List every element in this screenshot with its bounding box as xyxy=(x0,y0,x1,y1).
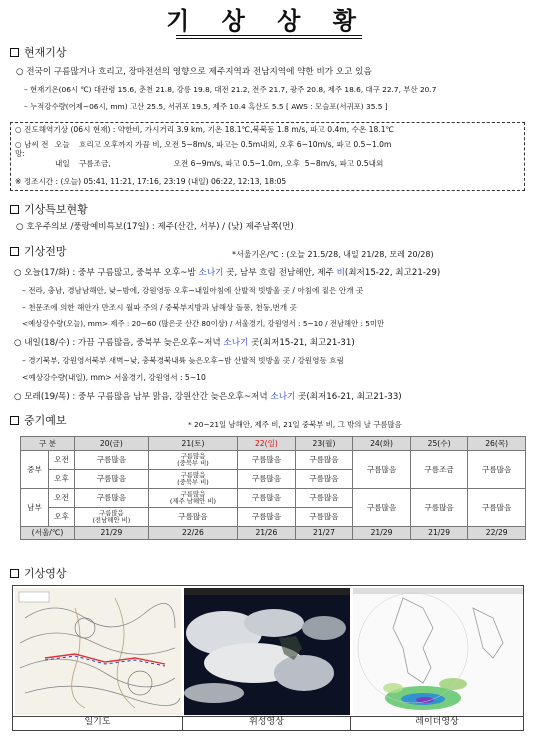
day-header: 20(금) xyxy=(75,437,149,451)
day-header: 22(일) xyxy=(238,437,296,451)
pm-label: 오후 xyxy=(49,470,75,489)
table-cell: 구름많음 (전남해안 비) xyxy=(75,508,149,527)
day-header: 25(수) xyxy=(410,437,468,451)
current-summary: ○ 전국이 구름많거나 흐리고, 장마전선의 영향으로 제주지역과 전남지역에 약한 비가 오고 있음 xyxy=(16,67,372,77)
table-cell: 구름많음 xyxy=(468,451,526,489)
temp-cell: 22/29 xyxy=(468,527,526,540)
table-cell: 구름많음 xyxy=(148,508,237,527)
pm-label: 오후 xyxy=(49,508,75,527)
section-midterm xyxy=(10,414,67,428)
table-cell: 구름많음 xyxy=(353,451,411,489)
sea-today-text: 흐리고 오후까지 가끔 비, 오전 5~8m/s, 파고는 0.5m내외, 오후 6~10m/s, 파고 0.5~1.0m xyxy=(79,140,392,149)
checkbox-icon xyxy=(10,569,19,578)
day-header: 24(화) xyxy=(353,437,411,451)
region-label: 남부 xyxy=(21,489,49,527)
section-heading: 현재기상 xyxy=(24,46,67,59)
page-title: 기 상 상 황 xyxy=(166,7,368,35)
image-caption: 레이더영상 xyxy=(351,716,523,730)
sea-current: ○ 진도해역기상 (06시 현재) : 약한비, 가시거리 3.9 km, 기온 18.1℃,북북동 1.8 m/s, 파고 0.4m, 수온 18.1℃ xyxy=(15,125,395,134)
forecast-today xyxy=(14,268,440,279)
forecast-day3-text: ○ 모레(19/목) : 중부 구름많음 남부 맑음, 강원산간 늦은오후~저녁 xyxy=(14,392,271,402)
day-header: 21(토) xyxy=(148,437,237,451)
forecast-today-text: ○ 오늘(17/화) : 중부 구름많고, 중북부 오후~밤 xyxy=(14,268,199,278)
table-cell: 구름많음 xyxy=(75,451,149,470)
shower-word: 소나기 xyxy=(270,392,296,402)
am-label: 오전 xyxy=(49,489,75,508)
table-cell: 구름많음 xyxy=(238,451,296,470)
rain-word: 비 xyxy=(336,268,345,278)
sea-forecast-label: ○ 남씨 전망: xyxy=(15,140,49,159)
temp-cell: 21/29 xyxy=(353,527,411,540)
forecast-tomorrow-text: ○ 내일(18/수) : 가끔 구름많음, 중북부 늦은오후~저녁 xyxy=(14,338,224,348)
forecast-tomorrow xyxy=(14,338,355,349)
region-label: 중부 xyxy=(21,451,49,489)
day-header: 23(월) xyxy=(295,437,353,451)
table-cell: 구름많음 xyxy=(75,470,149,489)
forecast-day3 xyxy=(14,392,402,403)
checkbox-icon xyxy=(10,247,19,256)
table-cell: 구름많음 xyxy=(353,489,411,527)
shower-word: 소나기 xyxy=(223,338,249,348)
temp-cell: 21/27 xyxy=(295,527,353,540)
forecast-today-text-2: 곳, 남부 흐림 전남해안, 제주 xyxy=(223,268,337,278)
sea-info-box xyxy=(10,122,525,191)
forecast-today-detail-1: – 전라, 충남, 경남남해안, 낮~밤에, 강원영동 오후~내일아침에 산발적 빗방울 곳 / 아침에 짙은 안개 곳 xyxy=(22,286,364,295)
table-cell: 구름많음 xyxy=(410,489,468,527)
radar-image xyxy=(353,588,523,715)
title-underline-2 xyxy=(176,38,362,39)
table-cell: 구름많음 xyxy=(468,489,526,527)
midterm-table xyxy=(20,436,526,540)
temp-cell: 21/29 xyxy=(410,527,468,540)
table-cell: 구름많음 (중북부 비) xyxy=(148,451,237,470)
table-cell: 구름많음 xyxy=(75,489,149,508)
forecast-today-temps: (최저15-22, 최고21-29) xyxy=(344,268,441,278)
checkbox-icon xyxy=(10,205,19,214)
section-imagery xyxy=(10,567,67,581)
image-caption: 일기도 xyxy=(13,716,183,730)
section-current xyxy=(10,46,67,60)
table-cell: 구름많음 xyxy=(238,470,296,489)
midterm-note: * 20~21일 남해안, 제주 비, 21일 중북부 비, 그 밖의 날 구름많음 xyxy=(188,420,402,429)
section-forecast xyxy=(10,245,67,259)
forecast-tomorrow-detail: – 경기북부, 강원영서북부 새벽~낮, 충북경북내륙 늦은오후~밤 산발적 빗방울 곳 / 강원영동 흐림 xyxy=(22,356,344,365)
table-cell: 구름많음 (제주 남해안 비) xyxy=(148,489,237,508)
current-temperatures: – 현재기온(06시 ℃) 대관령 15.6, 춘천 21.8, 강릉 19.8, 대전 21.2, 전주 21.7, 광주 20.8, 제주 18.6, 대구 22.7, 부산 20.7 xyxy=(24,85,437,94)
imagery-panel xyxy=(12,585,524,731)
seoul-temp-note: *서울기온/℃ : (오늘 21.5/28, 내일 21/28, 모레 20/28) xyxy=(232,250,434,259)
forecast-tomorrow-rainfall: <예상강수량(내일), mm> 서울경기, 강원영서 : 5~10 xyxy=(22,373,206,382)
image-caption: 위성영상 xyxy=(183,716,351,730)
tide-times: ※ 정조시간 : (오늘) 05:41, 11:21, 17:16, 23:19 (내일) 06:22, 12:13, 18:05 xyxy=(15,177,287,186)
title-underline xyxy=(176,35,362,36)
section-heading: 중기예보 xyxy=(24,414,67,427)
am-label: 오전 xyxy=(49,451,75,470)
checkbox-icon xyxy=(10,416,19,425)
table-cell: 구름많음 xyxy=(295,470,353,489)
warning-text: ○ 호우주의보 /풍랑예비특보(17일) : 제주(산간, 서부) / (낮) 제주남쪽(먼) xyxy=(16,222,294,232)
table-cell: 구름많음 xyxy=(238,508,296,527)
section-heading: 기상영상 xyxy=(24,567,67,580)
table-cell: 구름조금 xyxy=(410,451,468,489)
section-heading: 기상전망 xyxy=(24,245,67,258)
section-warning xyxy=(10,203,88,217)
shower-word: 소나기 xyxy=(198,268,224,278)
temp-cell: 22/26 xyxy=(148,527,237,540)
table-cell: 구름많음 xyxy=(295,489,353,508)
forecast-tomorrow-temps: 곳(최저15-21, 최고21-31) xyxy=(248,338,355,348)
table-cell: 구름많음 xyxy=(295,508,353,527)
sea-tomorrow-label: 내일 xyxy=(55,159,70,168)
day-header: 26(목) xyxy=(468,437,526,451)
table-cell: 구름많음 xyxy=(295,451,353,470)
section-heading: 기상특보현황 xyxy=(24,203,88,216)
weather-chart-image xyxy=(15,588,181,715)
forecast-today-rainfall: <예상강수량(오늘), mm> 제주 : 20~60 (많은곳 산간 80이상) / 서울경기, 강원영서 : 5~10 / 전남해안 : 5미만 xyxy=(22,319,384,328)
table-cell: 구름많음 xyxy=(238,489,296,508)
col-head: 구 분 xyxy=(21,437,75,451)
temp-cell: 21/29 xyxy=(75,527,149,540)
forecast-today-detail-2: – 천문조에 의한 해안가 만조시 월파 주의 / 중북부지방과 남해상 돌풍, 천둥,번개 곳 xyxy=(22,303,297,312)
satellite-image xyxy=(184,588,350,715)
table-cell: 구름많음 (중북부 비) xyxy=(148,470,237,489)
forecast-day3-temps: 곳(최저16-21, 최고21-33) xyxy=(295,392,402,402)
sea-today-label: 오늘 xyxy=(55,140,70,149)
sea-tomorrow-text: 구름조금, 오전 6~9m/s, 파고 0.5~1.0m, 오후 5~8m/s, 파고 0.5내외 xyxy=(79,159,384,168)
checkbox-icon xyxy=(10,48,19,57)
current-precipitation: – 누적강수량(어제~06시, mm) 고산 25.5, 서귀포 19.5, 제주 10.4 흑산도 5.5 [ AWS : 모슬포(서귀포) 35.5 ] xyxy=(24,102,388,111)
temp-label: (서울/℃) xyxy=(21,527,75,540)
temp-cell: 21/26 xyxy=(238,527,296,540)
